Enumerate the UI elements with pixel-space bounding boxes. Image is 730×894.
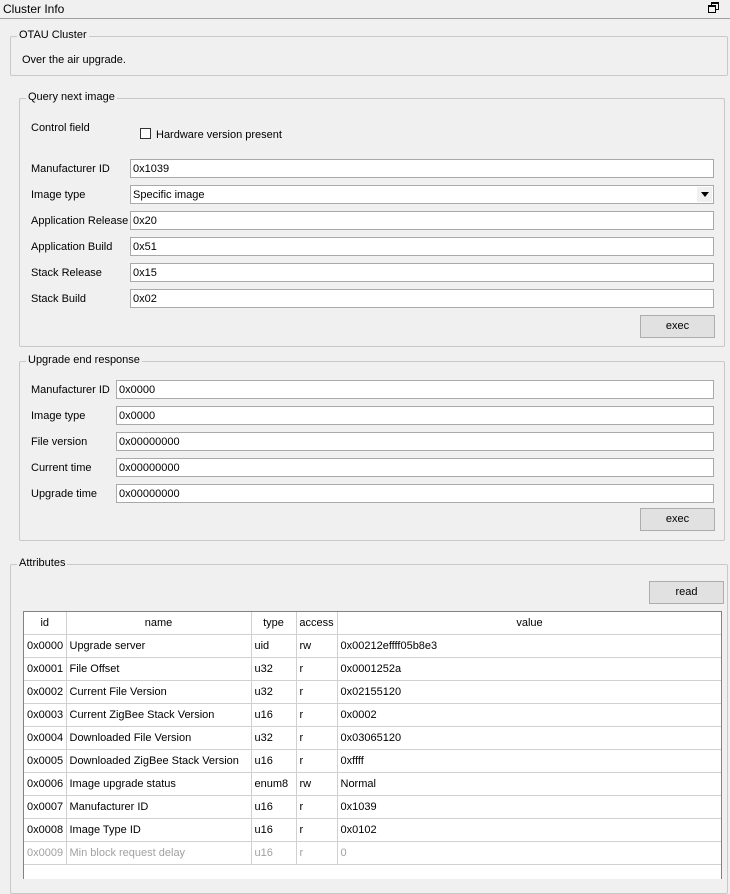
attributes-table-body [24, 635, 722, 865]
image-type-selected: Specific image [133, 189, 205, 201]
cell-type[interactable]: u16 [251, 796, 296, 819]
cell-name[interactable]: Min block request delay [66, 842, 251, 865]
cell-id[interactable]: 0x0006 [24, 773, 66, 796]
cell-value[interactable]: 0xffff [337, 750, 722, 773]
cell-type[interactable]: enum8 [251, 773, 296, 796]
cell-value[interactable]: 0x0102 [337, 819, 722, 842]
table-row[interactable] [24, 727, 722, 750]
stack-build-input[interactable]: 0x02 [130, 289, 714, 308]
column-header-value[interactable]: value [337, 612, 722, 635]
manufacturer-id-input[interactable]: 0x1039 [130, 159, 714, 178]
attributes-legend: Attributes [19, 557, 66, 569]
cell-name[interactable]: Current ZigBee Stack Version [66, 704, 251, 727]
ue-current-time-input[interactable]: 0x00000000 [116, 458, 714, 477]
ue-manufacturer-id-label: Manufacturer ID [31, 384, 110, 396]
stack-release-input[interactable]: 0x15 [130, 263, 714, 282]
application-build-input[interactable]: 0x51 [130, 237, 714, 256]
table-row[interactable] [24, 658, 722, 681]
cell-value[interactable]: 0 [337, 842, 722, 865]
cell-value[interactable]: 0x03065120 [337, 727, 722, 750]
ue-image-type-input[interactable]: 0x0000 [116, 406, 714, 425]
column-header-type[interactable]: type [251, 612, 296, 635]
application-release-label: Application Release [31, 215, 129, 227]
table-row[interactable] [24, 842, 722, 865]
cell-access[interactable]: r [296, 842, 337, 865]
cell-type[interactable]: u32 [251, 658, 296, 681]
read-button[interactable]: read [649, 581, 724, 604]
manufacturer-id-label: Manufacturer ID [31, 163, 110, 175]
otau-cluster-legend: OTAU Cluster [19, 29, 87, 41]
restore-icon[interactable] [708, 1, 720, 13]
cell-name[interactable]: File Offset [66, 658, 251, 681]
column-header-access[interactable]: access [296, 612, 337, 635]
cell-value[interactable]: 0x1039 [337, 796, 722, 819]
application-release-input[interactable]: 0x20 [130, 211, 714, 230]
query-next-image-group [19, 91, 725, 347]
upgrade-end-response-legend: Upgrade end response [28, 354, 140, 366]
cell-type[interactable]: u32 [251, 727, 296, 750]
image-type-select[interactable] [130, 185, 714, 204]
ue-upgrade-time-label: Upgrade time [31, 488, 98, 500]
cell-name[interactable]: Manufacturer ID [66, 796, 251, 819]
table-row[interactable] [24, 796, 722, 819]
cell-type[interactable]: u16 [251, 750, 296, 773]
ue-manufacturer-id-input[interactable]: 0x0000 [116, 380, 714, 399]
stack-build-label: Stack Build [31, 293, 87, 305]
upgrade-end-exec-button[interactable]: exec [640, 508, 715, 531]
cell-name[interactable]: Upgrade server [66, 635, 251, 658]
upgrade-end-response-group [19, 354, 725, 541]
query-exec-button[interactable]: exec [640, 315, 715, 338]
cell-access[interactable]: r [296, 727, 337, 750]
cell-id[interactable]: 0x0001 [24, 658, 66, 681]
cell-id[interactable]: 0x0000 [24, 635, 66, 658]
application-build-label: Application Build [31, 241, 113, 253]
cell-name[interactable]: Current File Version [66, 681, 251, 704]
cell-id[interactable]: 0x0003 [24, 704, 66, 727]
table-header-row [24, 612, 722, 635]
ue-upgrade-time-input[interactable]: 0x00000000 [116, 484, 714, 503]
cell-type[interactable]: u16 [251, 819, 296, 842]
column-header-name[interactable]: name [66, 612, 251, 635]
image-type-label: Image type [31, 189, 86, 201]
cell-type[interactable]: uid [251, 635, 296, 658]
cell-id[interactable]: 0x0002 [24, 681, 66, 704]
column-header-id[interactable]: id [24, 612, 66, 635]
cell-name[interactable]: Image upgrade status [66, 773, 251, 796]
table-row[interactable] [24, 773, 722, 796]
table-row[interactable] [24, 704, 722, 727]
cell-access[interactable]: rw [296, 773, 337, 796]
hardware-version-checkbox[interactable] [140, 128, 151, 139]
cell-access[interactable]: r [296, 796, 337, 819]
ue-current-time-label: Current time [31, 462, 92, 474]
hardware-version-label[interactable]: Hardware version present [156, 129, 282, 141]
cell-id[interactable]: 0x0007 [24, 796, 66, 819]
cell-value[interactable]: 0x0001252a [337, 658, 722, 681]
otau-cluster-group [10, 29, 728, 76]
cell-id[interactable]: 0x0004 [24, 727, 66, 750]
cell-type[interactable]: u16 [251, 842, 296, 865]
cell-access[interactable]: r [296, 819, 337, 842]
cell-id[interactable]: 0x0005 [24, 750, 66, 773]
cluster-description: Over the air upgrade. [22, 54, 126, 66]
cell-type[interactable]: u16 [251, 704, 296, 727]
cell-value[interactable]: 0x02155120 [337, 681, 722, 704]
table-row[interactable] [24, 681, 722, 704]
cell-id[interactable]: 0x0009 [24, 842, 66, 865]
control-field-label: Control field [31, 122, 90, 134]
table-row[interactable] [24, 750, 722, 773]
cell-type[interactable]: u32 [251, 681, 296, 704]
stack-release-label: Stack Release [31, 267, 102, 279]
chevron-down-icon[interactable] [697, 187, 712, 202]
cell-access[interactable]: r [296, 704, 337, 727]
cell-access[interactable]: r [296, 681, 337, 704]
cell-access[interactable]: r [296, 750, 337, 773]
title-bar [0, 0, 730, 19]
cell-value[interactable]: 0x0002 [337, 704, 722, 727]
window-title: Cluster Info [3, 2, 65, 16]
cell-access[interactable]: rw [296, 635, 337, 658]
ue-image-type-label: Image type [31, 410, 86, 422]
cell-name[interactable]: Downloaded ZigBee Stack Version [66, 750, 251, 773]
query-next-image-legend: Query next image [28, 91, 115, 103]
cell-value[interactable]: 0x00212effff05b8e3 [337, 635, 722, 658]
table-row[interactable] [24, 635, 722, 658]
cell-name[interactable]: Downloaded File Version [66, 727, 251, 750]
table-row[interactable] [24, 819, 722, 842]
cell-access[interactable]: r [296, 658, 337, 681]
cell-value[interactable]: Normal [337, 773, 722, 796]
ue-file-version-input[interactable]: 0x00000000 [116, 432, 714, 451]
attributes-table [23, 611, 722, 879]
cell-name[interactable]: Image Type ID [66, 819, 251, 842]
cell-id[interactable]: 0x0008 [24, 819, 66, 842]
ue-file-version-label: File version [31, 436, 88, 448]
